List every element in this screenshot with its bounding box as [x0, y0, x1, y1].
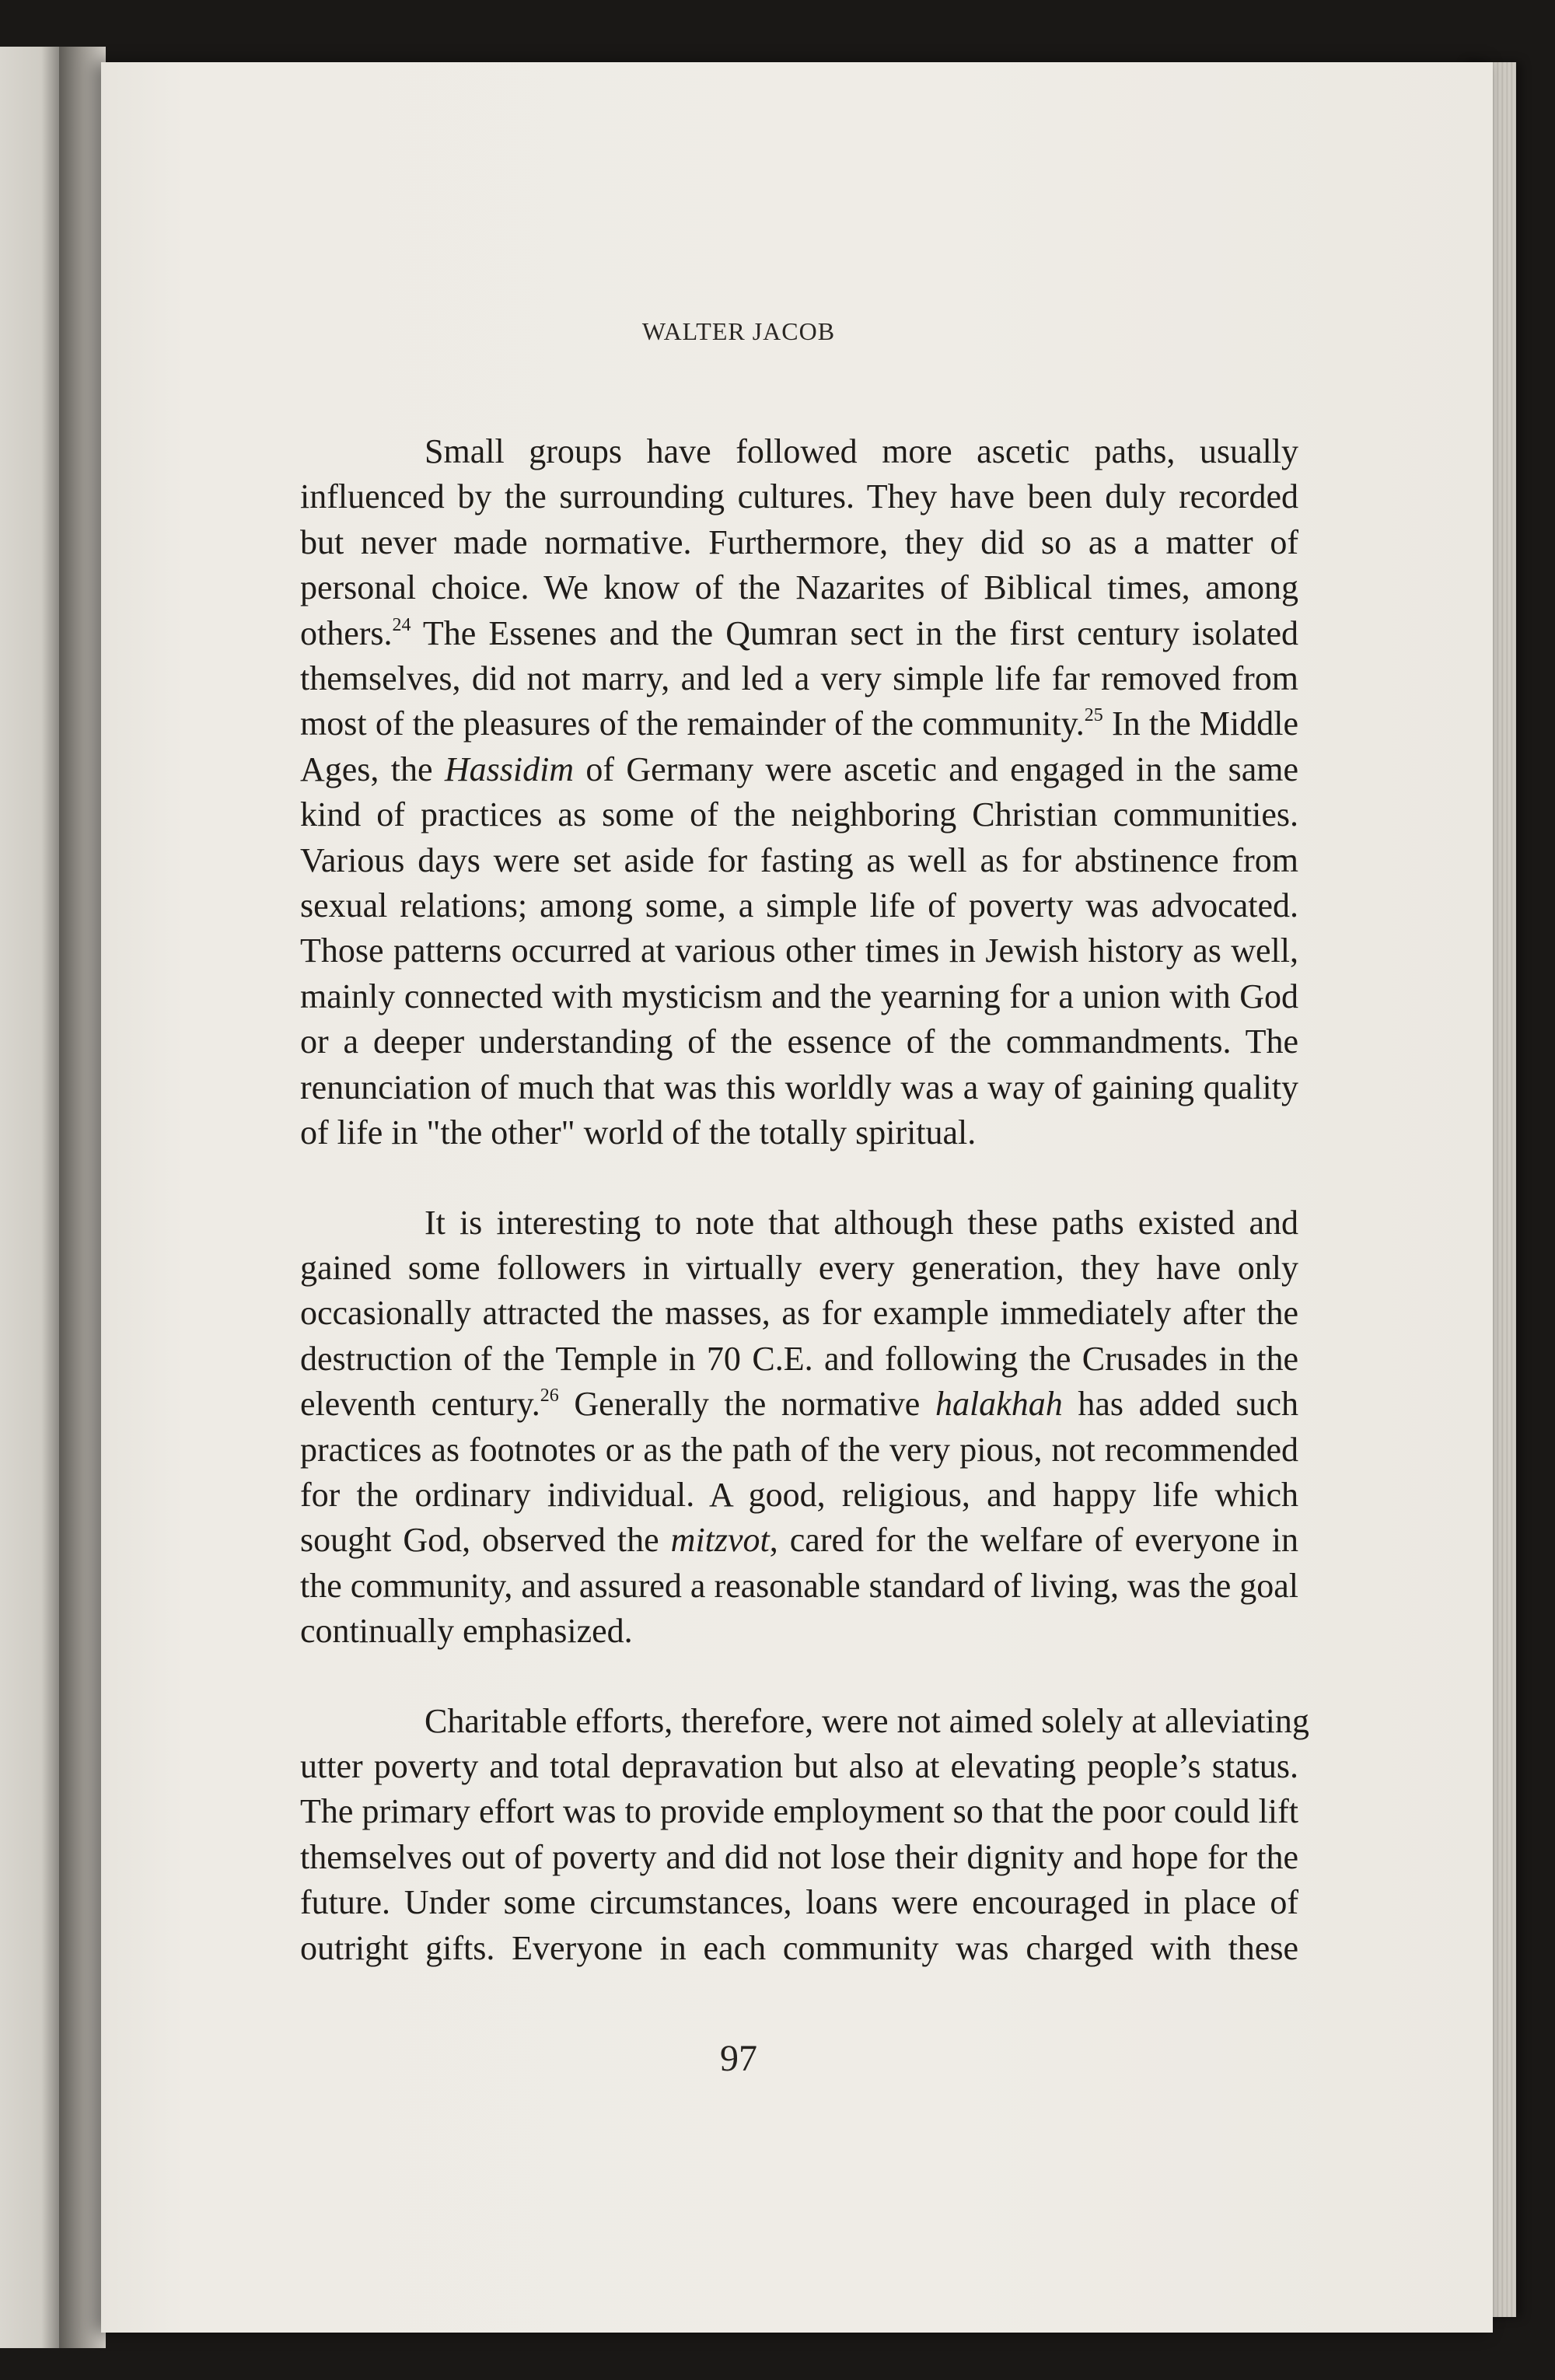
text-line: influenced by the surrounding cultures. They have been duly recorded [300, 477, 1298, 516]
text-line: the community, and assured a reasonable standard of living, was the goal [300, 1566, 1298, 1605]
text-line: occasionally attracted the masses, as for example immediately after the [300, 1294, 1298, 1333]
page-number: 97 [720, 2038, 757, 2079]
text-line: sexual relations; among some, a simple life of poverty was advocated. [300, 886, 1298, 925]
facing-page-edge [0, 47, 59, 2348]
text-line [176, 611, 1298, 656]
text-line: Those patterns occurred at various other times in Jewish history as well, [300, 931, 1298, 970]
paragraph-1 [176, 429, 1298, 1156]
text-line: It is interesting to note that although these paths existed and [425, 1203, 1298, 1242]
text-run: The Essenes and the Qumran sect in the first century isolated [411, 613, 1298, 652]
text-line: mainly connected with mysticism and the yearning for a union with God [300, 977, 1298, 1015]
italic-term-mitzvot: mitzvot [670, 1521, 770, 1560]
text-line: gained some followers in virtually every generation, they have only [300, 1248, 1298, 1287]
text-line [176, 1382, 1298, 1427]
footnote-ref-26: 26 [540, 1386, 559, 1407]
text-run: Ages, the [300, 750, 445, 788]
text-line: Small groups have followed more ascetic paths, usually [425, 432, 1298, 470]
text-line: Charitable efforts, therefore, were not aimed solely at alleviating [425, 1701, 1309, 1740]
running-head: WALTER JACOB [641, 317, 836, 345]
text-line: of life in "the other" world of the totally spiritual. [300, 1113, 977, 1152]
text-line: outright gifts. Everyone in each community was charged with these [300, 1928, 1298, 1967]
book-gutter [59, 47, 106, 2348]
text-line: practices as footnotes or as the path of the very pious, not recommended [300, 1430, 1298, 1469]
text-line: destruction of the Temple in 70 C.E. and following the Crusades in the [300, 1339, 1298, 1378]
text-run: others. [300, 613, 393, 652]
text-line [176, 1518, 1298, 1563]
text-run: sought God, observed the [300, 1521, 671, 1560]
italic-term-halakhah: halakhah [935, 1385, 1063, 1424]
text-line [176, 701, 1298, 746]
text-line: personal choice. We know of the Nazarites of Biblical times, among [300, 568, 1298, 607]
text-line: Various days were set aside for fasting as well as for abstinence from [300, 841, 1298, 879]
text-run: , cared for the welfare of everyone in [769, 1521, 1299, 1560]
text-line: for the ordinary individual. A good, religious, and happy life which [300, 1475, 1298, 1514]
text-line: but never made normative. Furthermore, they did so as a matter of [300, 522, 1298, 561]
text-line: themselves out of poverty and did not lose their dignity and hope for the [300, 1837, 1298, 1876]
footnote-ref-25: 25 [1084, 705, 1103, 726]
text-line: The primary effort was to provide employment so that the poor could lift [300, 1792, 1298, 1831]
text-run: eleventh century. [300, 1385, 540, 1424]
text-line [176, 747, 1298, 792]
text-run: of Germany were ascetic and engaged in the same [574, 750, 1298, 788]
text-run: Generally the normative [558, 1385, 935, 1424]
text-line: utter poverty and total depravation but also at elevating people’s status. [300, 1746, 1298, 1785]
text-line: continually emphasized. [300, 1612, 633, 1651]
text-line: future. Under some circumstances, loans were encouraged in place of [300, 1883, 1298, 1922]
text-line: renunciation of much that was this worldly was a way of gaining quality [300, 1068, 1298, 1106]
body-text [176, 429, 1309, 1971]
text-run: In the Middle [1102, 704, 1298, 743]
text-run: has added such [1062, 1385, 1298, 1424]
text-run: most of the pleasures of the remainder of the community. [300, 704, 1085, 743]
italic-term-hassidim: Hassidim [444, 750, 575, 788]
footnote-ref-24: 24 [392, 614, 411, 635]
text-line: or a deeper understanding of the essence of the commandments. The [300, 1022, 1298, 1061]
paragraph-2 [176, 1200, 1298, 1655]
paragraph-3 [176, 1699, 1309, 1971]
text-line: kind of practices as some of the neighboring Christian communities. [300, 795, 1298, 834]
text-line: themselves, did not marry, and led a very simple life far removed from [300, 659, 1298, 698]
